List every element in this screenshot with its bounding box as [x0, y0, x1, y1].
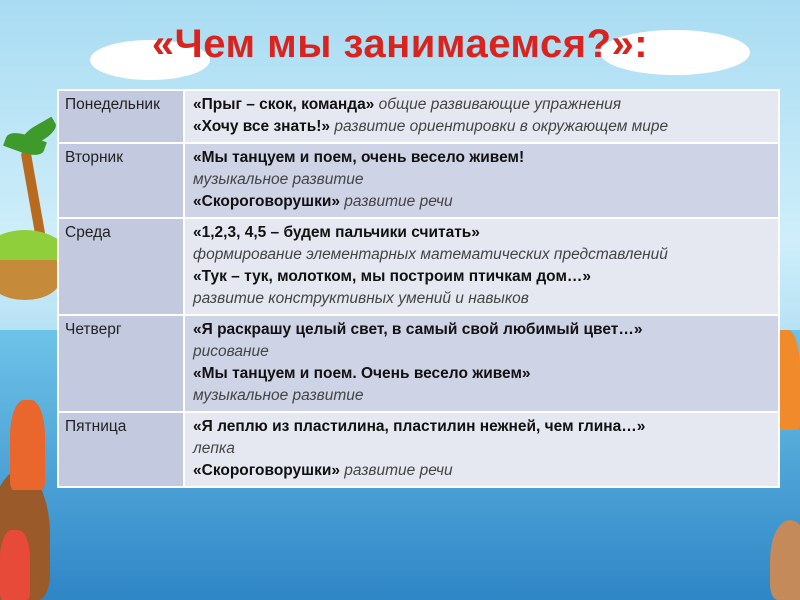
activity-line: [193, 266, 770, 288]
activity-description: развитие ориентировки в окружающем мире: [330, 118, 669, 135]
activity-line: [193, 385, 770, 407]
activity-title: «Я раскрашу целый свет, в самый свой любимый цвет…»: [193, 321, 643, 338]
day-cell: Пятница: [58, 412, 184, 487]
activity-description: общие развивающие упражнения: [374, 96, 622, 113]
schedule-table: [57, 89, 780, 488]
activity-cell: [184, 143, 779, 218]
activity-title: «Мы танцуем и поем. Очень весело живем»: [193, 365, 531, 382]
activity-title: «Тук – тук, молотком, мы построим птичкам дом…»: [193, 268, 592, 285]
coral: [10, 400, 45, 490]
activity-title: «Скороговорушки»: [193, 193, 340, 210]
activity-line: [193, 147, 770, 169]
table-row: [58, 143, 779, 218]
activity-line: [193, 169, 770, 191]
table-row: [58, 315, 779, 412]
activity-cell: [184, 218, 779, 315]
activity-line: [193, 244, 770, 266]
activity-description: развитие конструктивных умений и навыков: [193, 290, 529, 307]
day-cell: Среда: [58, 218, 184, 315]
activity-description: лепка: [193, 440, 235, 457]
activity-line: [193, 116, 770, 138]
activity-line: [193, 222, 770, 244]
table-row: [58, 412, 779, 487]
activity-cell: [184, 412, 779, 487]
activity-title: «Скороговорушки»: [193, 462, 340, 479]
day-cell: Понедельник: [58, 90, 184, 143]
table-row: [58, 218, 779, 315]
activity-line: [193, 94, 770, 116]
activity-line: [193, 363, 770, 385]
activity-description: рисование: [193, 343, 269, 360]
day-cell: Вторник: [58, 143, 184, 218]
activity-line: [193, 191, 770, 213]
activity-description: развитие речи: [340, 462, 453, 479]
activity-description: развитие речи: [340, 193, 453, 210]
activity-title: «Хочу все знать!»: [193, 118, 331, 135]
activity-description: формирование элементарных математических представлений: [193, 246, 668, 263]
activity-cell: [184, 90, 779, 143]
activity-line: [193, 416, 770, 438]
rock: [770, 520, 800, 600]
page-title: «Чем мы занимаемся?»:: [151, 22, 649, 66]
activity-description: музыкальное развитие: [193, 171, 364, 188]
activity-title: «Прыг – скок, команда»: [193, 96, 375, 113]
table-row: [58, 90, 779, 143]
activity-title: «Мы танцуем и поем, очень весело живем!: [193, 149, 525, 166]
activity-cell: [184, 315, 779, 412]
activity-line: [193, 288, 770, 310]
activity-line: [193, 319, 770, 341]
activity-description: музыкальное развитие: [193, 387, 364, 404]
activity-line: [193, 460, 770, 482]
day-cell: Четверг: [58, 315, 184, 412]
activity-line: [193, 438, 770, 460]
coral: [0, 530, 30, 600]
activity-title: «1,2,3, 4,5 – будем пальчики считать»: [193, 224, 480, 241]
activity-line: [193, 341, 770, 363]
activity-title: «Я леплю из пластилина, пластилин нежней, чем глина…»: [193, 418, 646, 435]
